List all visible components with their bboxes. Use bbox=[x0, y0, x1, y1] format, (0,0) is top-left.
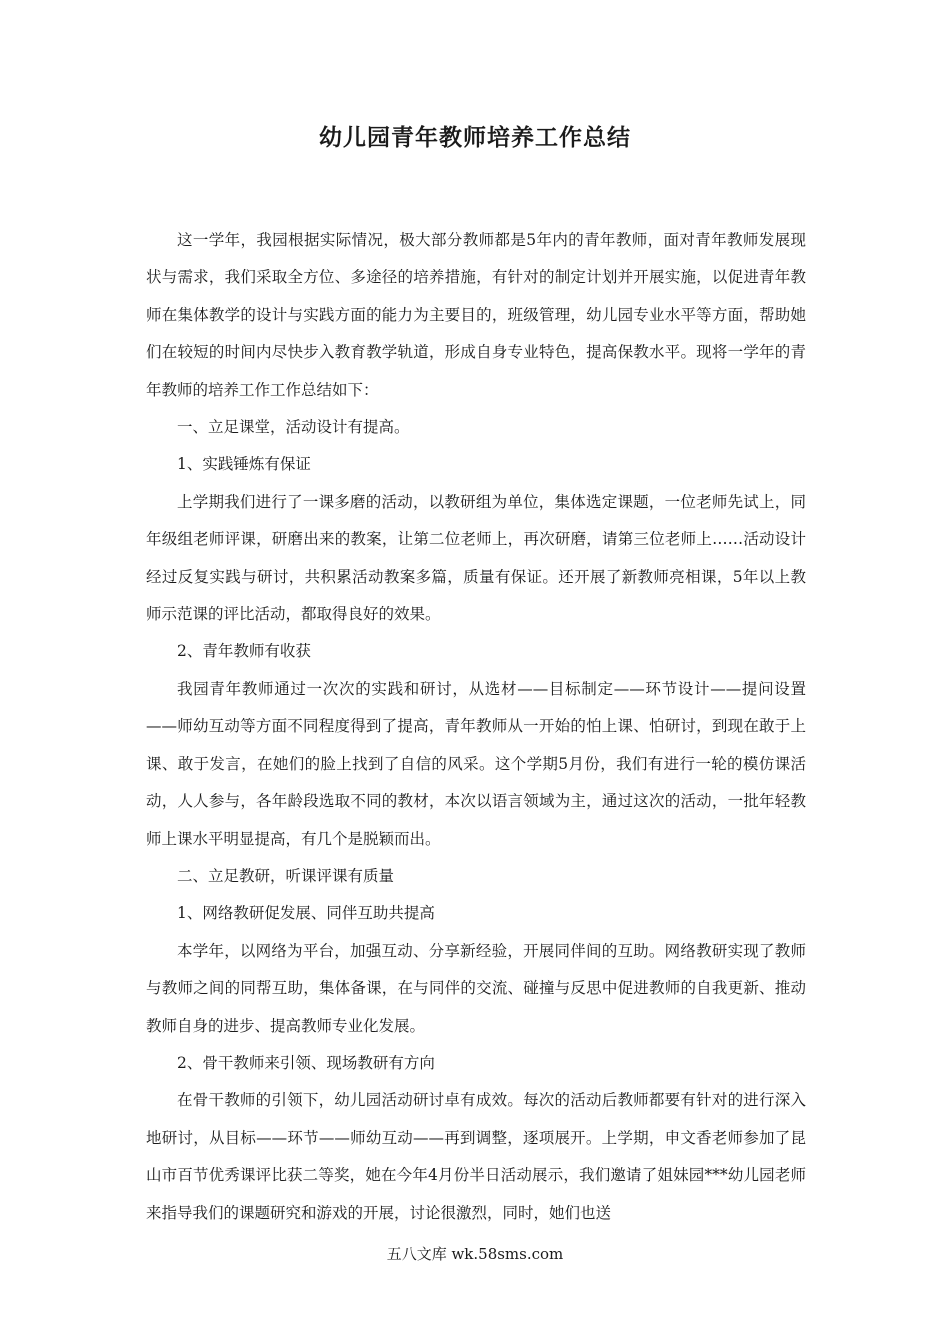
intro-paragraph: 这一学年，我园根据实际情况，极大部分教师都是5年内的青年教师，面对青年教师发展现状与需求，我们采取全方位、多途径的培养措施，有针对的制定计划并开展实施，以促进青年教师在集体教学的设计与实践方面的能力为主要目的，班级管理，幼儿园专业水平等方面，帮助她们在较短的时间内尽快步入教育教学轨道，形成自身专业特色，提高保教水平。现将一学年的青年教师的培养工作工作总结如下： bbox=[146, 231, 806, 399]
section-heading-1: 一、立足课堂，活动设计有提高。 bbox=[177, 418, 410, 437]
section-heading-2: 二、立足教研，听课评课有质量 bbox=[177, 866, 395, 885]
subheading-2-2: 2、骨干教师来引领、现场教研有方向 bbox=[177, 1053, 435, 1072]
body-paragraph: 上学期我们进行了一课多磨的活动，以教研组为单位，集体选定课题，一位老师先试上，同年级组老师评课，研磨出来的教案，让第二位老师上，再次研磨，请第三位老师上……活动设计经过反复实践与研讨，共积累活动教案多篇，质量有保证。还开展了新教师亮相课，5年以上教师示范课的评比活动，都取得良好的效果。 bbox=[146, 492, 806, 624]
body-paragraph: 在骨干教师的引领下，幼儿园活动研讨卓有成效。每次的活动后教师都要有针对的进行深入地研讨，从目标——环节——师幼互动——再到调整，逐项展开。上学期，申文香老师参加了昆山市百节优秀课评比获二等奖，她在今年4月份半日活动展示，我们邀请了姐妹园***幼儿园老师来指导我们的课题研究和游戏的开展，讨论很激烈，同时，她们也送 bbox=[146, 1091, 806, 1222]
subheading-1-1: 1、实践锤炼有保证 bbox=[177, 455, 311, 474]
body-paragraph: 本学年，以网络为平台，加强互动、分享新经验，开展同伴间的互助。网络教研实现了教师与教师之间的同帮互助，集体备课，在与同伴的交流、碰撞与反思中促进教师的自我更新、推动教师自身的进步、提高教师专业化发展。 bbox=[146, 941, 806, 1035]
document-body bbox=[146, 222, 806, 1232]
page-footer-watermark: 五八文库 wk.58sms.com bbox=[386, 1245, 564, 1263]
body-paragraph: 我园青年教师通过一次次的实践和研讨，从选材——目标制定——环节设计——提问设置——师幼互动等方面不同程度得到了提高，青年教师从一开始的怕上课、怕研讨，到现在敢于上课、敢于发言，在她们的脸上找到了自信的风采。这个学期5月份，我们有进行一轮的模仿课活动，人人参与，各年龄段选取不同的教材，本次以语言领域为主，通过这次的活动，一批年轻教师上课水平明显提高，有几个是脱颖而出。 bbox=[146, 679, 806, 848]
subheading-2-1: 1、网络教研促发展、同伴互助共提高 bbox=[177, 904, 435, 923]
subheading-1-2: 2、青年教师有收获 bbox=[177, 642, 311, 661]
document-title: 幼儿园青年教师培养工作总结 bbox=[319, 124, 631, 151]
